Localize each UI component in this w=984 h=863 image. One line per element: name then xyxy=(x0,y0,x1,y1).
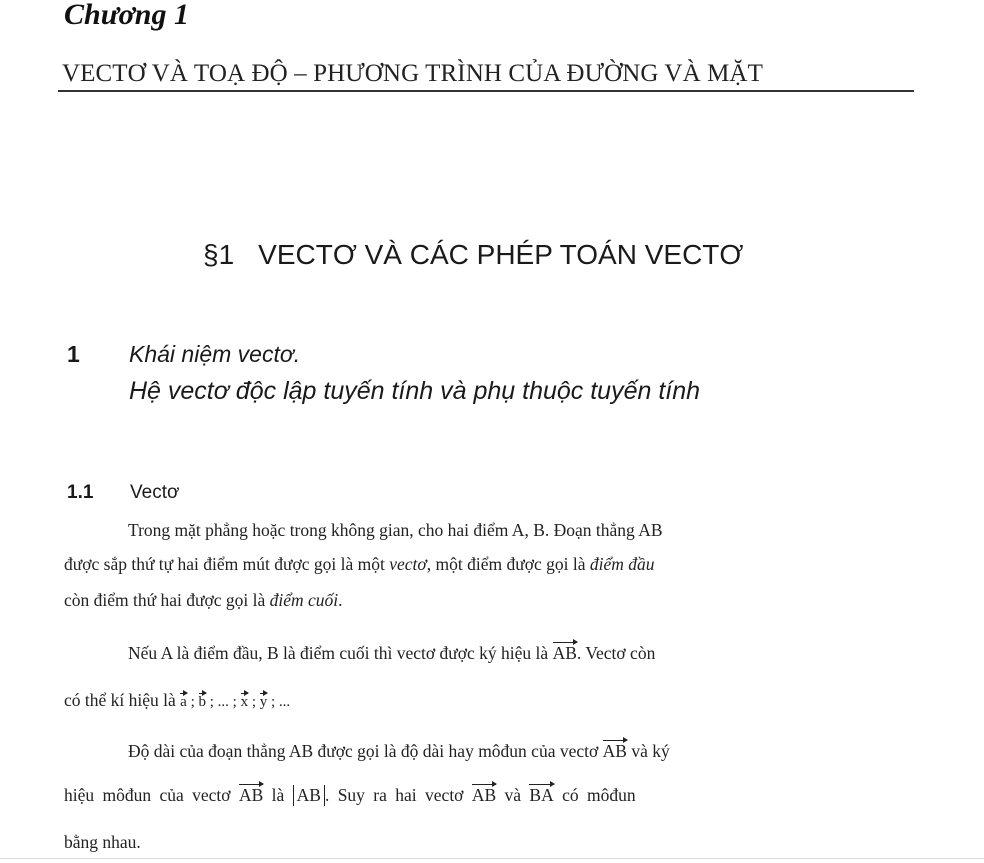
text-fragment: , một điểm được gọi là xyxy=(426,554,590,574)
text-fragment: còn điểm thứ hai được gọi là xyxy=(64,590,270,610)
vector-ba: BA xyxy=(529,785,554,805)
term-diem-cuoi: điểm cuối xyxy=(269,590,339,610)
text-fragment: là xyxy=(263,785,293,805)
text-fragment: . Vectơ còn xyxy=(576,643,656,663)
subsubsection-number: 1.1 xyxy=(67,482,94,503)
paragraph-3-line-1 xyxy=(128,740,670,762)
separator: ; xyxy=(248,694,260,710)
paragraph-1-line-2 xyxy=(64,554,655,575)
subsection-number: 1 xyxy=(67,341,80,367)
text-fragment: được sắp thứ tự hai điểm mút được gọi là một xyxy=(64,554,390,574)
paragraph-3-line-2 xyxy=(64,784,636,806)
subsubsection-title: Vectơ xyxy=(130,482,180,503)
vector-b: b xyxy=(198,694,206,710)
vector-ab: AB xyxy=(471,785,497,805)
separator: ; xyxy=(228,694,241,710)
section-symbol: §1 xyxy=(203,239,235,270)
text-fragment: và ký xyxy=(626,741,670,761)
subsection-title-line1: Khái niệm vectơ. xyxy=(129,341,301,367)
vector-x: x xyxy=(240,694,249,710)
chapter-title: VECTƠ VÀ TOẠ ĐỘ – PHƯƠNG TRÌNH CỦA ĐƯỜNG VÀ MẶT xyxy=(62,60,763,87)
term-vecto: vectơ xyxy=(389,554,427,574)
text-fragment: và xyxy=(496,785,530,805)
text-fragment: Nếu A là điểm đầu, B là điểm cuối thì vectơ được ký hiệu là xyxy=(128,643,553,663)
vector-ab: AB xyxy=(552,643,577,663)
trailing-ellipsis: ; ... xyxy=(267,694,291,710)
text-fragment: có thể kí hiệu là xyxy=(64,690,181,710)
section-heading xyxy=(203,239,743,271)
vector-ab: AB xyxy=(238,785,264,805)
paragraph-3-line-3: bằng nhau. xyxy=(64,832,141,852)
text-fragment: . Suy ra hai vectơ xyxy=(324,785,472,805)
text-fragment: có môđun xyxy=(553,785,636,805)
section-title: VECTƠ VÀ CÁC PHÉP TOÁN VECTƠ xyxy=(258,239,744,270)
page-bottom-edge xyxy=(0,858,984,859)
title-underline xyxy=(58,90,914,92)
vector-ab: AB xyxy=(602,741,627,761)
vector-y: y xyxy=(259,694,268,710)
chapter-label: Chương 1 xyxy=(64,0,189,31)
paragraph-2-line-1 xyxy=(128,642,655,664)
separator: ; xyxy=(206,694,218,710)
paragraph-2-line-2 xyxy=(64,690,290,711)
term-diem-dau: điểm đầu xyxy=(589,554,655,574)
paragraph-1-line-1: Trong mặt phẳng hoặc trong không gian, cho hai điểm A, B. Đoạn thẳng AB xyxy=(128,520,663,540)
text-fragment: . xyxy=(338,590,343,610)
ellipsis: ... xyxy=(217,694,229,710)
subsection-title-line2: Hệ vectơ độc lập tuyến tính và phụ thuộc tuyến tính xyxy=(129,377,701,405)
modulus-ab: AB xyxy=(293,785,325,806)
text-fragment: hiệu môđun của vectơ xyxy=(64,785,239,805)
separator: ; xyxy=(186,694,199,710)
text-fragment: Độ dài của đoạn thẳng AB được gọi là độ dài hay môđun của vectơ xyxy=(128,741,603,761)
vector-a: a xyxy=(180,694,187,710)
paragraph-1-line-3 xyxy=(64,590,343,611)
